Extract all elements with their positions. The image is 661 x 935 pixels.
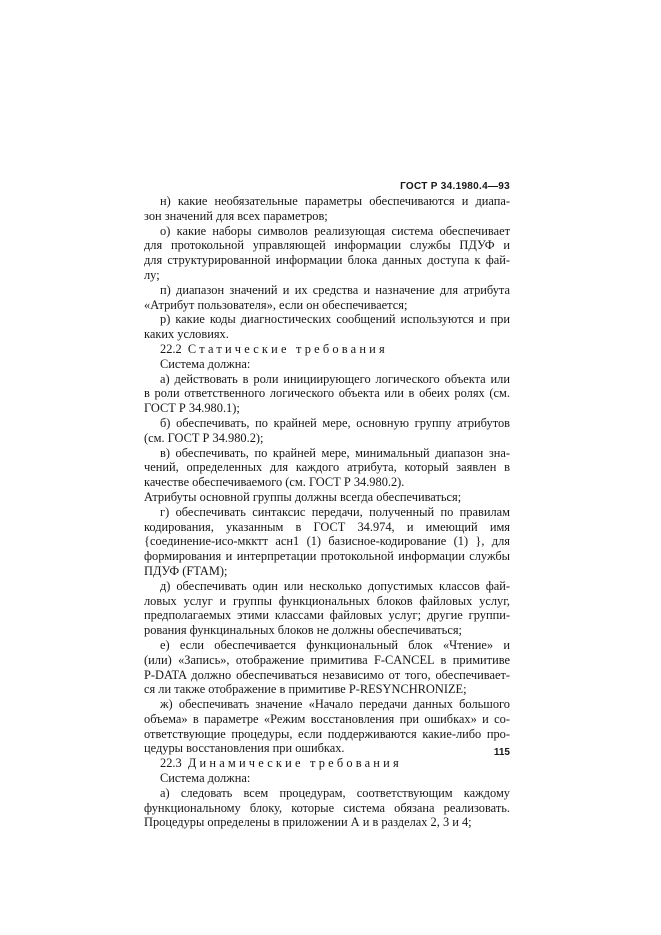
text-line: ПДУФ (FTAM); [144, 563, 228, 578]
text-line: а) действовать в роли инициирующего логического объекта или [160, 371, 510, 386]
text-line: г) обеспечивать синтаксис передачи, полученный по правилам [160, 504, 510, 519]
text-line: н) какие необязательные параметры обеспечиваются и диапа- [160, 194, 510, 208]
text-line: р) какие коды диагностических сообщений используются и при [160, 312, 510, 327]
section-heading-22-2 [144, 342, 510, 357]
text-line: формирования и интерпретации протокольной информации службы [144, 549, 510, 564]
item-o [144, 224, 510, 283]
section-title: Динамические требования [187, 756, 402, 771]
item-n [144, 194, 510, 224]
text-line: рования функцинальных блоков не должны обеспечиваться; [144, 623, 462, 638]
item-g1 [144, 505, 510, 579]
item-zh1 [144, 697, 510, 756]
item-r [144, 312, 510, 342]
item-e1 [144, 638, 510, 697]
text-line: ответствующие процедуры, если поддерживаются какие-либо про- [144, 726, 510, 741]
text-line: Процедуры определены в приложении А и в разделах 2, 3 и 4; [144, 815, 472, 830]
text-line: о) какие наборы символов реализующая система обеспечивает [160, 223, 510, 238]
text-line: каких условиях. [144, 327, 229, 342]
item-a2 [144, 786, 510, 830]
section-intro: Система должна: [160, 356, 251, 371]
item-a1 [144, 372, 510, 416]
text-line: п) диапазон значений и их средства и назначение для атрибута [160, 282, 510, 297]
page-number: 115 [493, 747, 510, 758]
text-line: чений, определенных для каждого атрибута, который заявлен в [144, 460, 510, 475]
text-line: Атрибуты основной группы должны всегда обеспечиваться; [144, 489, 462, 504]
text-line: (см. ГОСТ Р 34.980.2); [144, 430, 264, 445]
text-line: (или) «Запись», отображение примитива F-CANCEL в примитиве [144, 652, 510, 667]
text-line: для структурированной информации блока данных доступа к фай- [144, 253, 510, 268]
item-b1 [144, 416, 510, 446]
text-line: {соединение-исо-мкктт асн1 (1) базисное-кодирование (1) }, для [144, 534, 510, 549]
text-line: зон значений для всех параметров; [144, 208, 328, 223]
text-line: объема» в параметре «Режим восстановления при ошибках» и со- [144, 711, 510, 726]
item-d1 [144, 579, 510, 638]
text-line: в) обеспечивать, по крайней мере, минимальный диапазон зна- [160, 445, 510, 460]
text-line: ловых услуг и группы функциональных блоков файловых услуг, [144, 593, 510, 608]
text-line: для протокольной управляющей информации службы ПДУФ и [144, 238, 510, 253]
running-header: ГОСТ Р 34.1980.4—93 [400, 181, 510, 192]
text-line: качестве обеспечиваемого (см. ГОСТ Р 34.980.2). [144, 475, 405, 490]
text-line: е) если обеспечивается функциональный блок «Чтение» и [160, 637, 510, 652]
text-line: б) обеспечивать, по крайней мере, основную группу атрибутов [160, 415, 510, 430]
section-number: 22.2 [160, 341, 182, 356]
text-line: цедуры восстановления при ошибках. [144, 741, 345, 756]
text-line: а) следовать всем процедурам, соответствующим каждому [160, 785, 510, 800]
text-line: д) обеспечивать один или несколько допустимых классов фай- [160, 578, 510, 593]
section-heading-22-3 [144, 756, 510, 771]
item-p [144, 283, 510, 313]
section-number: 22.3 [160, 756, 182, 771]
text-line: ГОСТ Р 34.980.1); [144, 401, 240, 416]
item-v1 [144, 446, 510, 505]
text-line: функциональному блоку, которые система обязана реализовать. [144, 800, 510, 815]
text-line: P-DATA должно обеспечиваться независимо от того, обеспечивает- [144, 667, 510, 682]
text-line: предполагаемых этими классами файловых услуг; другие группи- [144, 608, 510, 623]
body-text [144, 194, 510, 830]
section-title: Статические требования [187, 341, 388, 356]
text-line: ж) обеспечивать значение «Начало передачи данных большого [160, 697, 510, 712]
text-line: лу; [144, 267, 160, 282]
text-line: кодирования, указанным в ГОСТ 34.974, и имеющий имя [144, 519, 510, 534]
section-intro: Система должна: [160, 771, 251, 786]
text-line: в роли ответственного логического объекта или в обеих ролях (см. [144, 386, 510, 401]
text-line: «Атрибут пользователя», если он обеспечивается; [144, 297, 408, 312]
text-line: ся ли также отображение в примитиве P-RESYNCHRONIZE; [144, 682, 467, 697]
